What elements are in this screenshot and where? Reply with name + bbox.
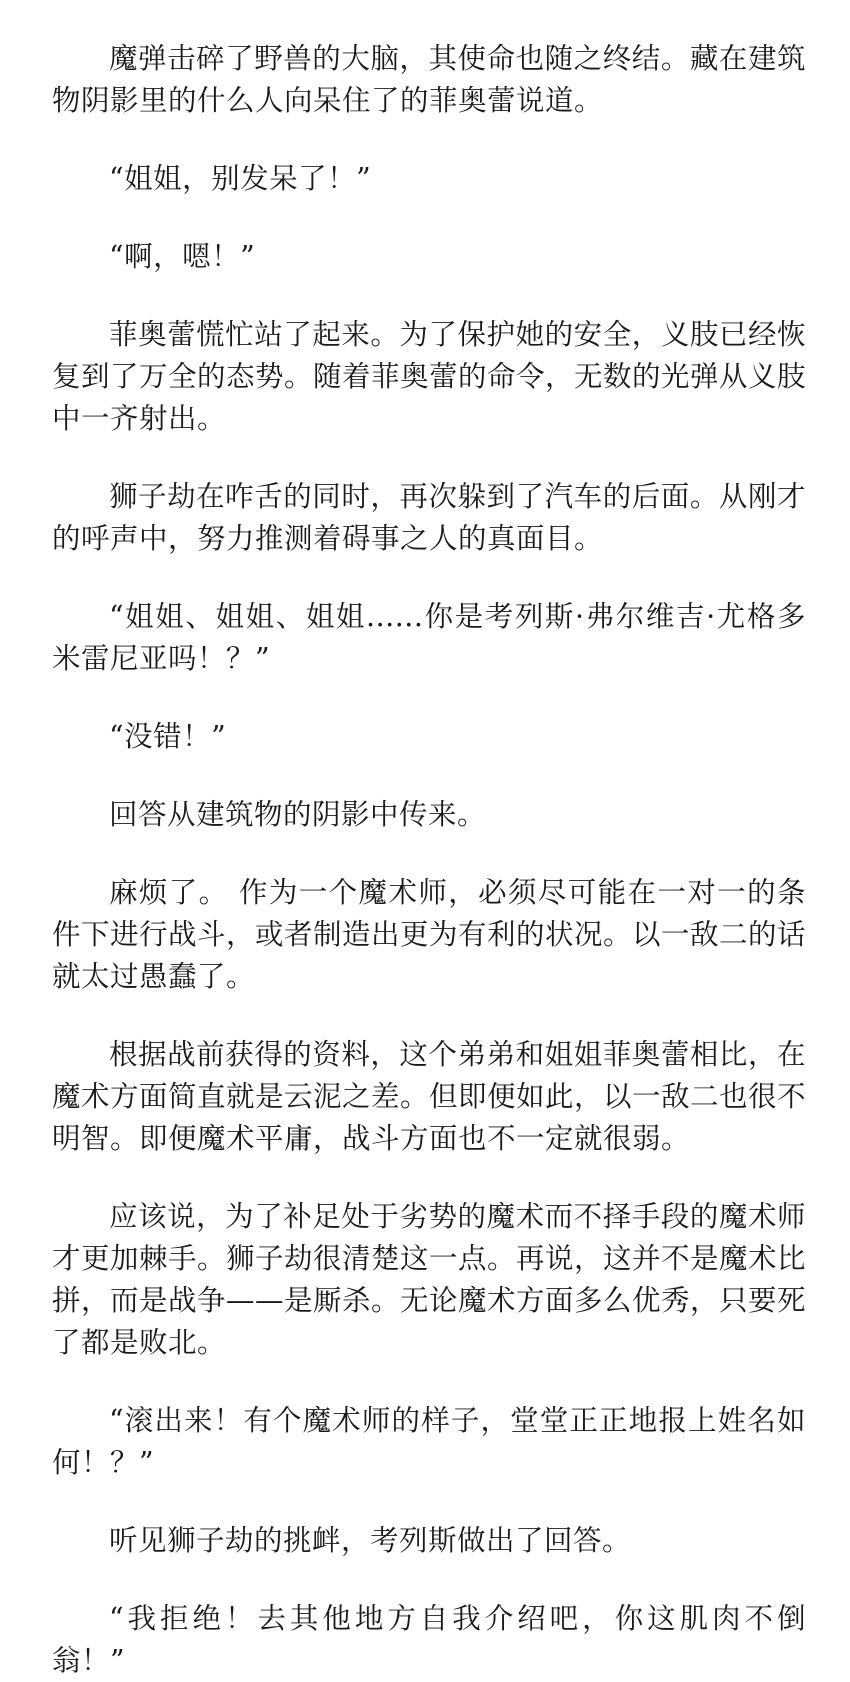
paragraph: 回答从建筑物的阴影中传来。: [109, 798, 487, 831]
paragraph: 听见狮子劫的挑衅，考列斯做出了回答。: [109, 1524, 632, 1557]
paragraph: “滚出来！有个魔术师的样子，堂堂正正地报上姓名如何！？”: [52, 1404, 806, 1479]
paragraph: “没错！”: [109, 720, 227, 753]
paragraph: “姐姐、姐姐、姐姐......你是考列斯·弗尔维吉·尤格多米雷尼亚吗！？”: [52, 600, 806, 675]
paragraph: 菲奥蕾慌忙站了起来。为了保护她的安全，义肢已经恢复到了万全的态势。随着菲奥蕾的命令，无数的光弹从义肢中一齐射出。: [52, 318, 807, 435]
paragraph: “啊，嗯！”: [109, 240, 256, 273]
paragraph: 根据战前获得的资料，这个弟弟和姐姐菲奥蕾相比，在魔术方面简直就是云泥之差。但即便如此，以一敌二也很不明智。即便魔术平庸，战斗方面也不一定就很弱。: [52, 1038, 807, 1155]
paragraph: 狮子劫在咋舌的同时，再次躲到了汽车的后面。从刚才的呼声中，努力推测着碍事之人的真面目。: [52, 480, 806, 555]
paragraph: 麻烦了。 作为一个魔术师，必须尽可能在一对一的条件下进行战斗，或者制造出更为有利的状况。以一敌二的话就太过愚蠢了。: [52, 876, 807, 993]
paragraph: “姐姐，别发呆了！”: [109, 162, 372, 195]
paragraph: “我拒绝！去其他地方自我介绍吧，你这肌肉不倒翁！”: [52, 1602, 806, 1677]
paragraph: 应该说，为了补足处于劣势的魔术而不择手段的魔术师才更加棘手。狮子劫很清楚这一点。再说，这并不是魔术比拼，而是战争——是厮杀。无论魔术方面多么优秀，只要死了都是败北。: [52, 1200, 807, 1359]
paragraph: 魔弹击碎了野兽的大脑，其使命也随之终结。藏在建筑物阴影里的什么人向呆住了的菲奥蕾说道。: [52, 42, 806, 117]
